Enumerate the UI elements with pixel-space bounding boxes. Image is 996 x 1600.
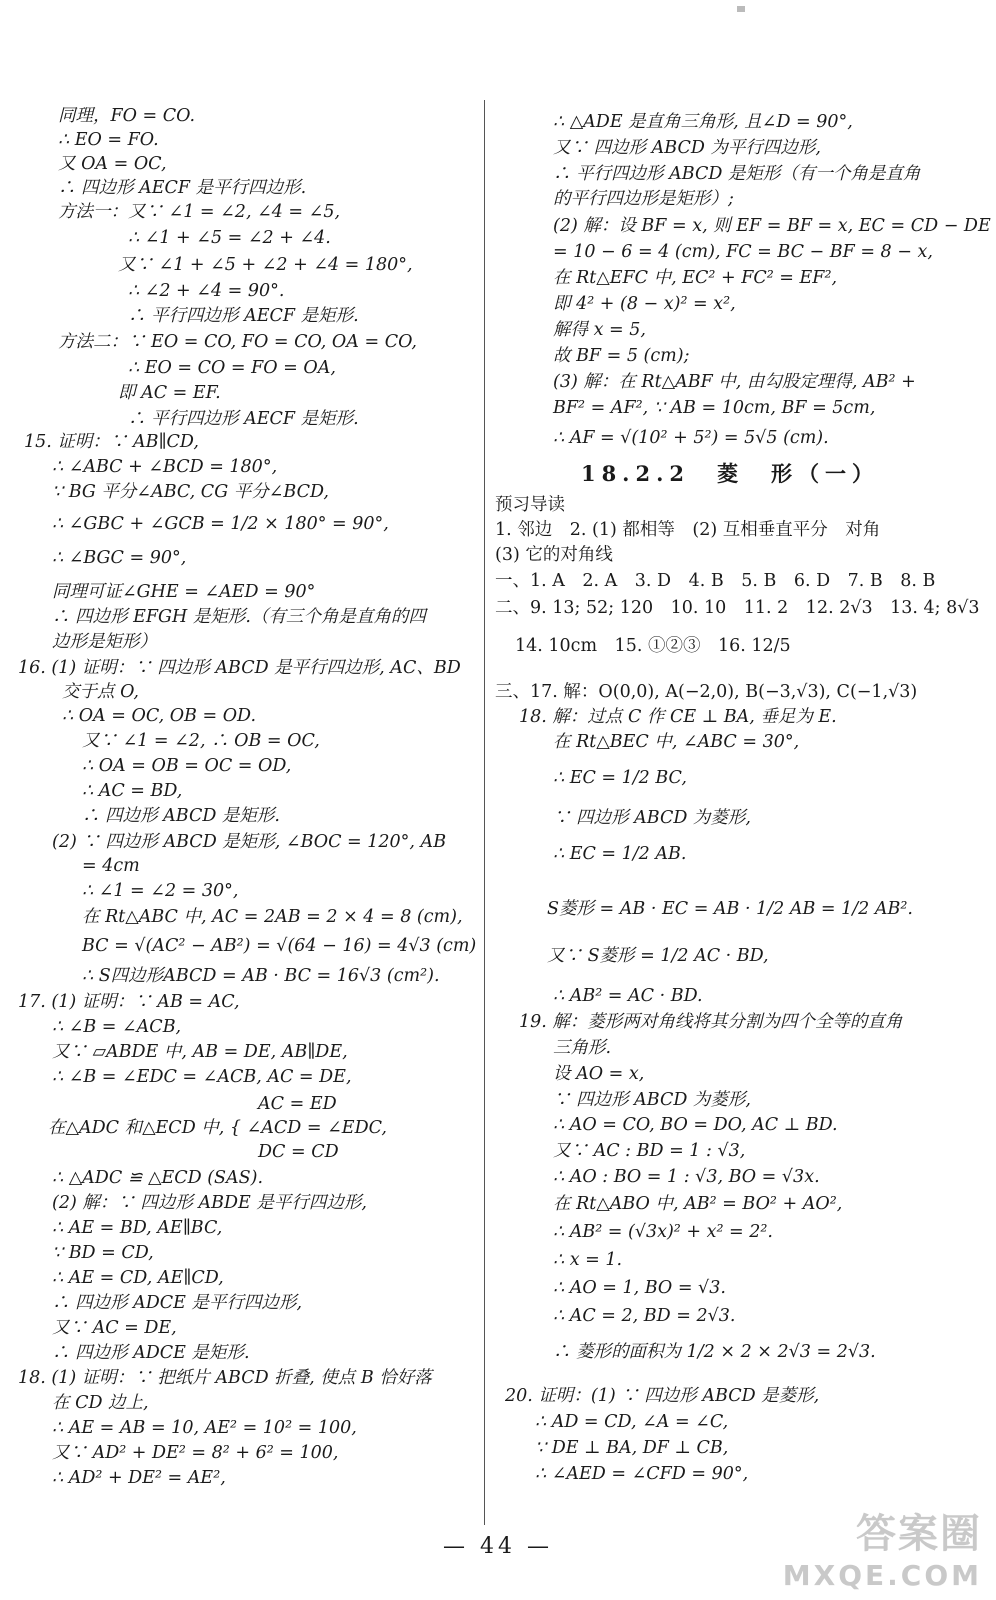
text-line: 设 AO = x, xyxy=(553,1064,645,1084)
text-line: 又∵ ∠1 = ∠2, ∴ OB = OC, xyxy=(82,731,320,751)
text-line: ∵ BD = CD, xyxy=(52,1243,154,1263)
text-line: 15. 证明：∵ AB∥CD, xyxy=(24,432,199,452)
text-line: ∴ ∠GBC + ∠GCB = 1/2 × 180° = 90°, xyxy=(52,514,389,534)
answer-row: 二、9. 13; 52; 120 10. 10 11. 2 12. 2√3 13. 4; 8√3 xyxy=(495,598,980,618)
text-line: ∴ OA = OC, OB = OD. xyxy=(62,706,257,726)
text-line: 在 Rt△BEC 中, ∠ABC = 30°, xyxy=(553,732,800,752)
text-line: 三角形. xyxy=(553,1038,612,1058)
text-line: ∴ x = 1. xyxy=(553,1250,623,1270)
text-line: 解得 x = 5, xyxy=(553,320,646,340)
text-line: 又∵ AD² + DE² = 8² + 6² = 100, xyxy=(52,1443,339,1463)
text-line: ∴ AO = 1, BO = √3. xyxy=(553,1278,726,1298)
text-line: (3) 解：在 Rt△ABF 中, 由勾股定理得, AB² + xyxy=(553,372,916,392)
text-line: ∴ 四边形 ADCE 是矩形. xyxy=(52,1343,250,1363)
text-line: ∴ AF = √(10² + 5²) = 5√5 (cm). xyxy=(553,428,829,448)
text-line: ∴ ∠2 + ∠4 = 90°. xyxy=(128,281,285,301)
text-line: ∴ 菱形的面积为 1/2 × 2 × 2√3 = 2√3. xyxy=(553,1342,876,1362)
text-line: ∵ BG 平分∠ABC, CG 平分∠BCD, xyxy=(52,482,329,502)
text-line: ∴ AO : BO = 1 : √3, BO = √3x. xyxy=(553,1167,820,1187)
text-line: ∴ AE = CD, AE∥CD, xyxy=(52,1268,224,1288)
text-line: 又∵ ▱ABDE 中, AB = DE, AB∥DE, xyxy=(52,1042,348,1062)
text-line: 边形是矩形） xyxy=(52,632,157,652)
text-line: ∴ 四边形 ADCE 是平行四边形, xyxy=(52,1293,303,1313)
text-line: 即 4² + (8 − x)² = x², xyxy=(553,294,736,314)
text-line: ∴ 平行四边形 AECF 是矩形. xyxy=(128,306,359,326)
text-line: 在 CD 边上, xyxy=(52,1393,149,1413)
text-line: BF² = AF², ∵ AB = 10cm, BF = 5cm, xyxy=(553,398,876,418)
text-line: ∴ ∠B = ∠EDC = ∠ACB, AC = DE, xyxy=(52,1067,352,1087)
column-divider xyxy=(484,100,485,1525)
text-line: 18. (1) 证明：∵ 把纸片 ABCD 折叠, 使点 B 恰好落 xyxy=(18,1368,432,1388)
text-line: 又∵ AC = DE, xyxy=(52,1318,177,1338)
text-line: S菱形 = AB · EC = AB · 1/2 AB = 1/2 AB². xyxy=(547,899,913,919)
subheading: 预习导读 xyxy=(495,495,565,515)
text-line: ∴ AO = CO, BO = DO, AC ⊥ BD. xyxy=(553,1115,838,1135)
text-line: 17. (1) 证明：∵ AB = AC, xyxy=(18,992,240,1012)
text-line: 方法二：∵ EO = CO, FO = CO, OA = CO, xyxy=(58,332,417,352)
page-number: — 44 — xyxy=(443,1534,553,1559)
text-line: BC = √(AC² − AB²) = √(64 − 16) = 4√3 (cm) xyxy=(82,936,477,956)
text-line: 18. 解：过点 C 作 CE ⊥ BA, 垂足为 E. xyxy=(519,707,837,727)
text-line: 的平行四边形是矩形）; xyxy=(553,189,734,209)
text-line: ∴ EO = FO. xyxy=(58,130,159,150)
text-line: ∴ 平行四边形 ABCD 是矩形（有一个角是直角 xyxy=(553,164,921,184)
text-line: 在 Rt△ABC 中, AC = 2AB = 2 × 4 = 8 (cm), xyxy=(82,907,463,927)
text-line: 1. 邻边 2. (1) 都相等 (2) 互相垂直平分 对角 xyxy=(495,520,881,540)
text-line: ∴ OA = OB = OC = OD, xyxy=(82,756,292,776)
text-line: ∴ AB² = (√3x)² + x² = 2². xyxy=(553,1222,773,1242)
text-line: ∴ S四边形ABCD = AB · BC = 16√3 (cm²). xyxy=(82,966,440,986)
text-line: ∵ 四边形 ABCD 为菱形, xyxy=(553,1090,751,1110)
text-line: (2) 解：∵ 四边形 ABDE 是平行四边形, xyxy=(52,1193,367,1213)
text-line: ∴ 四边形 ABCD 是矩形. xyxy=(82,806,280,826)
text-line: 又∵ S菱形 = 1/2 AC · BD, xyxy=(547,946,769,966)
text-line: ∴ ∠AED = ∠CFD = 90°, xyxy=(535,1464,749,1484)
watermark xyxy=(783,1502,982,1592)
text-line: ∴ ∠BGC = 90°, xyxy=(52,548,187,568)
text-line: 同理，FO = CO. xyxy=(58,106,196,126)
text-line: ∴ 平行四边形 AECF 是矩形. xyxy=(128,409,359,429)
text-line: 20. 证明：(1) ∵ 四边形 ABCD 是菱形, xyxy=(505,1386,820,1406)
text-line: (2) ∵ 四边形 ABCD 是矩形, ∠BOC = 120°, AB xyxy=(52,832,447,852)
text-line: 三、17. 解：O(0,0), A(−2,0), B(−3,√3), C(−1,√3) xyxy=(495,682,918,702)
text-line: 方法一：又∵ ∠1 = ∠2, ∠4 = ∠5, xyxy=(58,202,341,222)
text-line: (2) 解：设 BF = x, 则 EF = BF = x, EC = CD − DE xyxy=(553,216,991,236)
text-line: ∴ 四边形 AECF 是平行四边形. xyxy=(58,178,307,198)
text-line: ∵ DE ⊥ BA, DF ⊥ CB, xyxy=(535,1438,729,1458)
text-line: 即 AC = EF. xyxy=(118,383,221,403)
text-line: 16. (1) 证明：∵ 四边形 ABCD 是平行四边形, AC、BD xyxy=(18,658,461,678)
text-line: ∴ AD² + DE² = AE², xyxy=(52,1468,226,1488)
section-title: 18.2.2 菱 形（一） xyxy=(580,461,880,486)
text-line: 又∵ 四边形 ABCD 为平行四边形, xyxy=(553,138,821,158)
text-line: 又 OA = OC, xyxy=(58,154,167,174)
text-line: ∴ AE = AB = 10, AE² = 10² = 100, xyxy=(52,1418,357,1438)
text-line: ∴ EC = 1/2 AB. xyxy=(553,844,687,864)
watermark-logo-text: 答案圈 xyxy=(856,1511,982,1557)
text-line: ∴ AC = BD, xyxy=(82,781,183,801)
text-line: AC = ED xyxy=(258,1094,337,1114)
text-line: ∴ AC = 2, BD = 2√3. xyxy=(553,1306,736,1326)
text-line: ∴ △ADC ≌ △ECD (SAS). xyxy=(52,1168,264,1188)
answer-row: 一、1. A 2. A 3. D 4. B 5. B 6. D 7. B 8. B xyxy=(495,571,936,591)
text-line: = 10 − 6 = 4 (cm), FC = BC − BF = 8 − x, xyxy=(553,242,933,262)
text-line: ∴ ∠B = ∠ACB, xyxy=(52,1017,182,1037)
text-line: DC = CD xyxy=(258,1142,339,1162)
text-line: ∴ EO = CO = FO = OA, xyxy=(128,358,336,378)
text-line: ∴ ∠ABC + ∠BCD = 180°, xyxy=(52,457,278,477)
watermark-url: MXQE.COM xyxy=(782,1559,982,1592)
text-line: 交于点 O, xyxy=(62,682,139,702)
text-line: 在△ADC 和△ECD 中, { ∠ACD = ∠EDC, xyxy=(48,1118,387,1138)
text-line: (3) 它的对角线 xyxy=(495,545,613,565)
text-line: ∴ 四边形 EFGH 是矩形.（有三个角是直角的四 xyxy=(52,607,426,627)
text-line: ∴ EC = 1/2 BC, xyxy=(553,768,687,788)
text-line: ∴ ∠1 = ∠2 = 30°, xyxy=(82,881,239,901)
text-line: 故 BF = 5 (cm); xyxy=(553,346,690,366)
text-line: 在 Rt△EFC 中, EC² + FC² = EF², xyxy=(553,268,838,288)
text-line: 19. 解：菱形两对角线将其分割为四个全等的直角 xyxy=(519,1012,903,1032)
text-line: ∴ AD = CD, ∠A = ∠C, xyxy=(535,1412,729,1432)
scan-mark xyxy=(737,6,745,12)
text-line: ∴ AB² = AC · BD. xyxy=(553,986,703,1006)
text-line: 又∵ ∠1 + ∠5 + ∠2 + ∠4 = 180°, xyxy=(118,255,413,275)
answer-row: 14. 10cm 15. ①②③ 16. 12/5 xyxy=(515,636,791,656)
text-line: 在 Rt△ABO 中, AB² = BO² + AO², xyxy=(553,1194,843,1214)
text-line: ∴ △ADE 是直角三角形, 且∠D = 90°, xyxy=(553,112,853,132)
text-line: ∴ ∠1 + ∠5 = ∠2 + ∠4. xyxy=(128,228,331,248)
text-line: 又∵ AC : BD = 1 : √3, xyxy=(553,1141,746,1161)
text-line: 同理可证∠GHE = ∠AED = 90° xyxy=(52,582,316,602)
text-line: ∵ 四边形 ABCD 为菱形, xyxy=(553,808,751,828)
text-line: ∴ AE = BD, AE∥BC, xyxy=(52,1218,223,1238)
text-line: = 4cm xyxy=(82,856,140,876)
